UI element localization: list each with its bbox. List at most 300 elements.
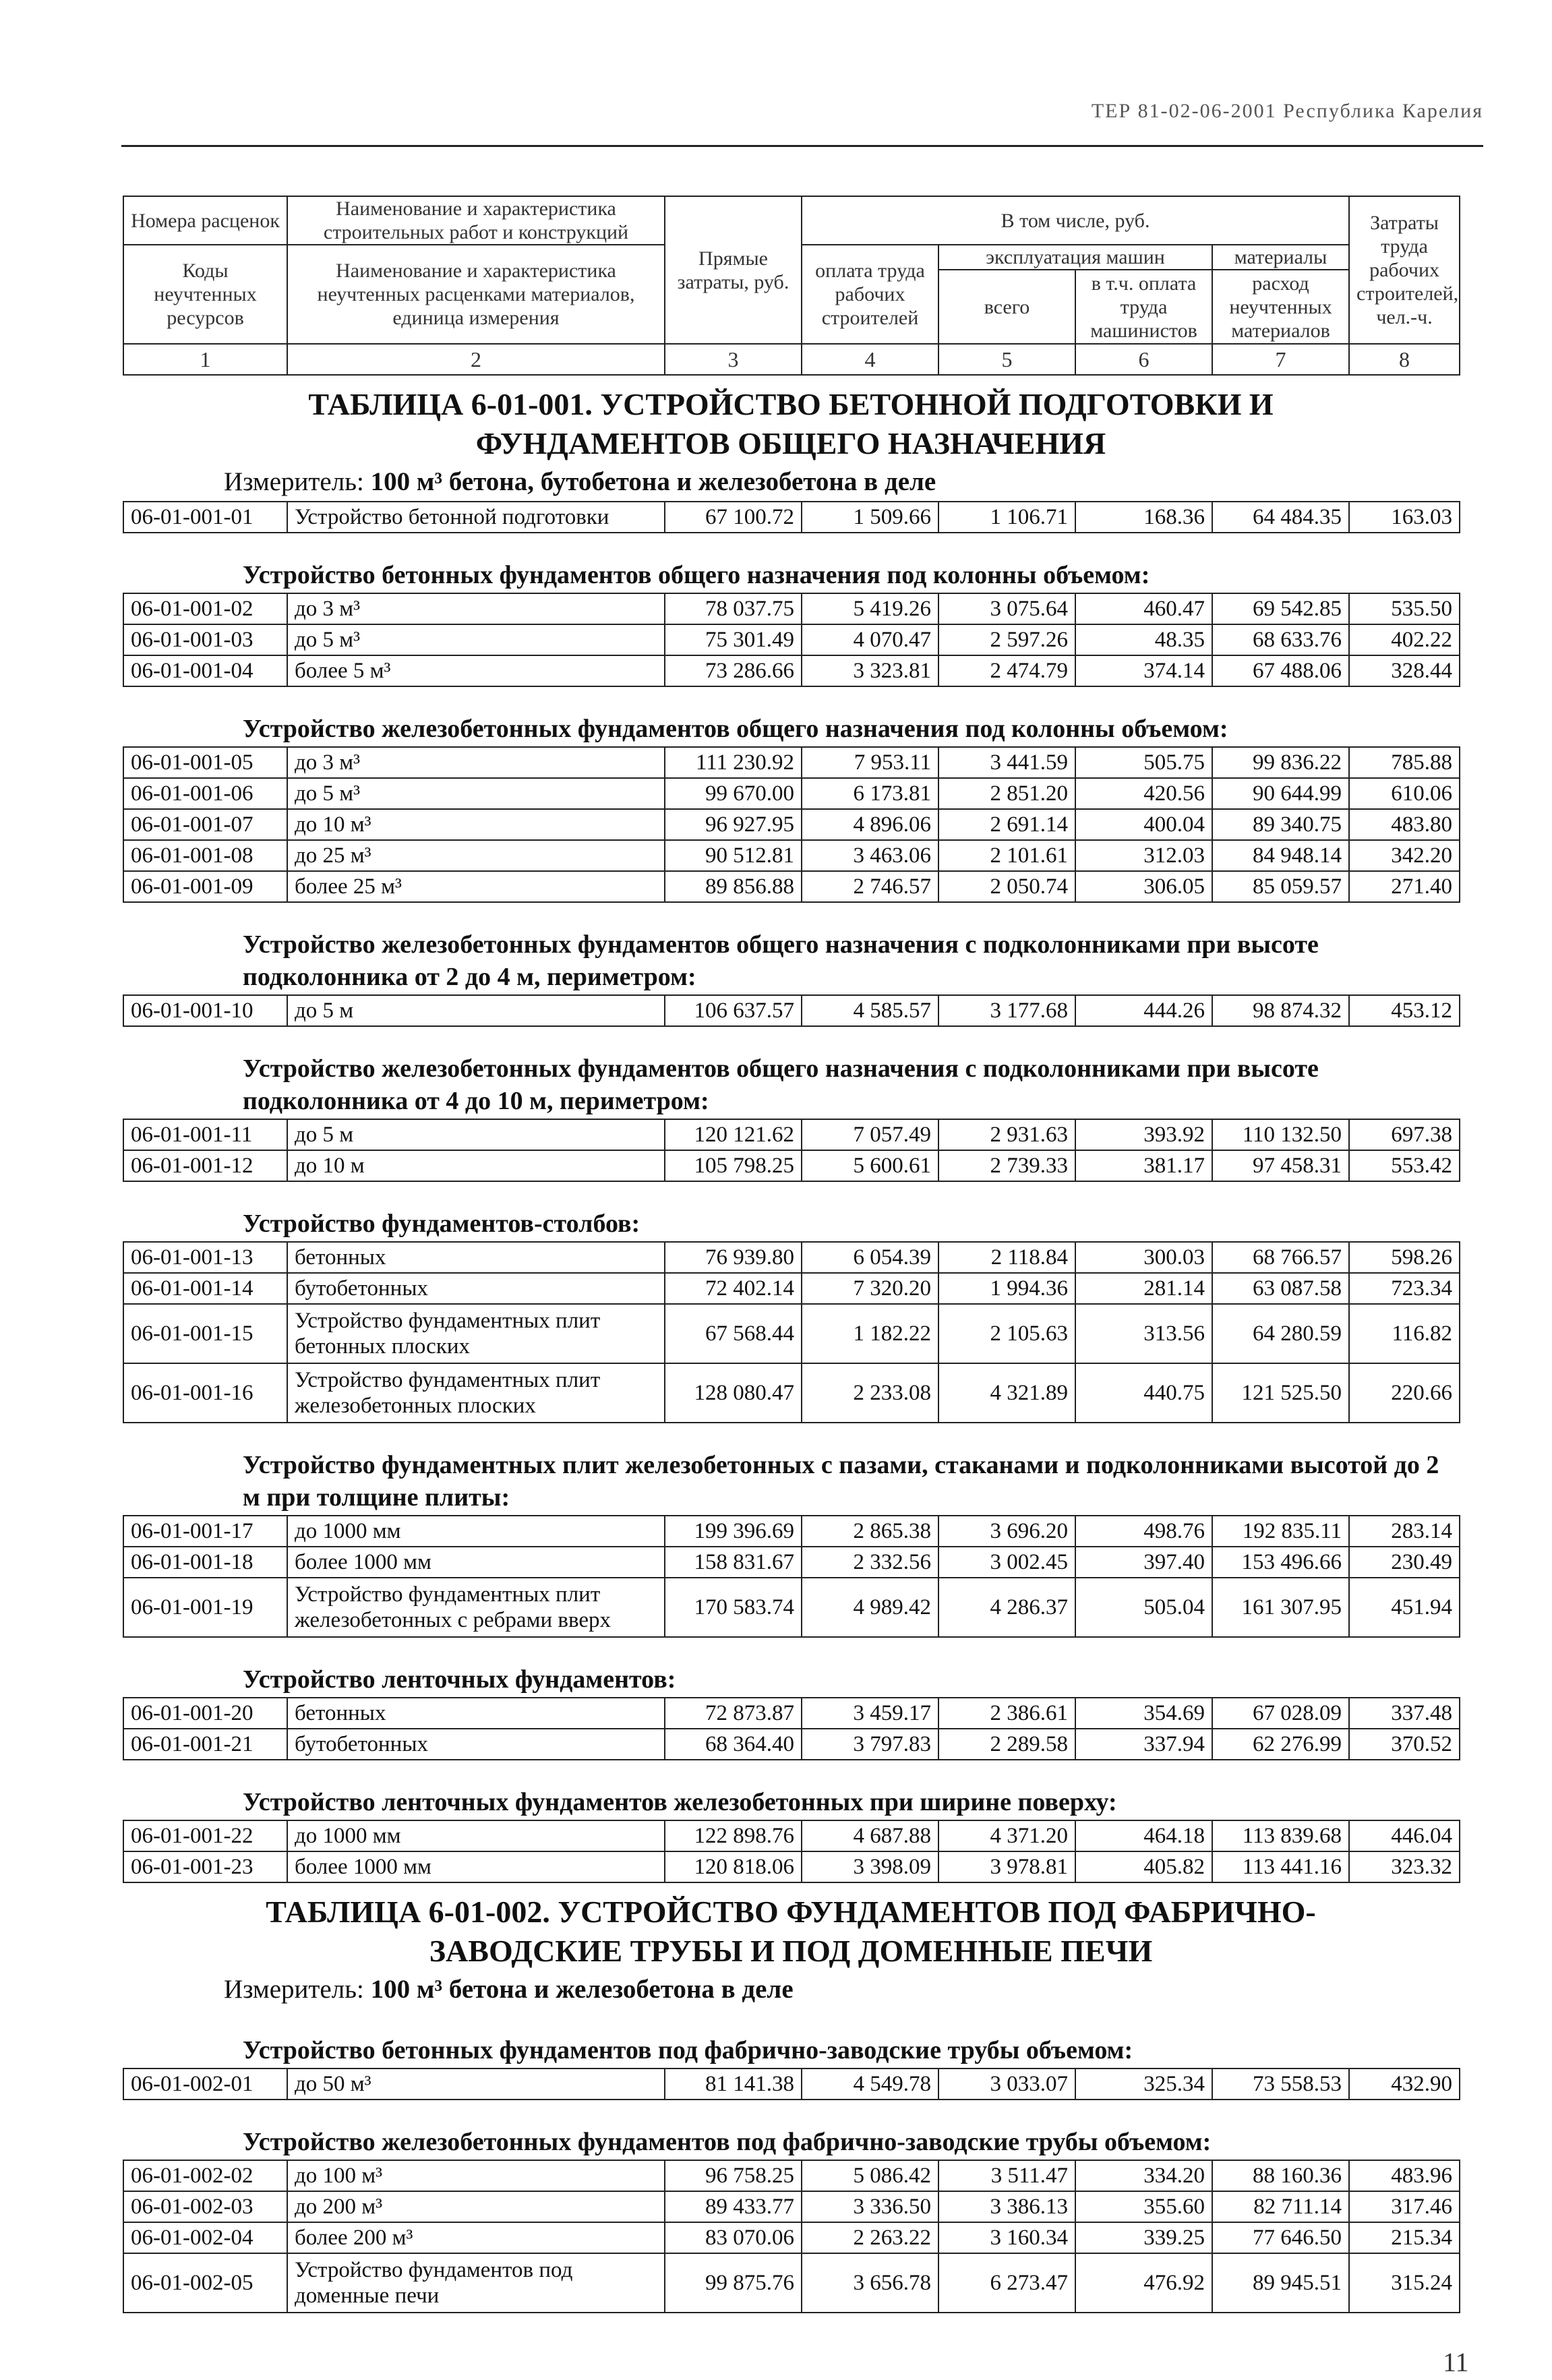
cost-cell-c6: 505.75 — [1075, 747, 1212, 778]
page-number: 11 — [1443, 2347, 1469, 2377]
cost-cell-c5: 1 106.71 — [938, 502, 1075, 533]
cost-cell-c8: 230.49 — [1349, 1547, 1460, 1578]
cost-cell-c7: 90 644.99 — [1212, 778, 1349, 809]
section-heading: Устройство железобетонных фундаментов общего назначения под колонны объемом: — [243, 715, 1228, 743]
cost-cell-c6: 339.25 — [1075, 2222, 1212, 2253]
cost-cell-c4: 3 398.09 — [802, 1851, 938, 1882]
cost-cell-c3: 96 927.95 — [665, 809, 802, 840]
cost-cell-c7: 153 496.66 — [1212, 1547, 1349, 1578]
rate-code: 06-01-001-22 — [123, 1820, 287, 1851]
table-row — [123, 1150, 1460, 1181]
header-worker-pay: оплата труда рабочих строителей — [802, 245, 938, 344]
work-description: до 3 м³ — [287, 593, 665, 624]
cost-cell-c8: 446.04 — [1349, 1820, 1460, 1851]
rate-code: 06-01-001-09 — [123, 871, 287, 902]
cost-cell-c7: 77 646.50 — [1212, 2222, 1349, 2253]
cost-cell-c8: 215.34 — [1349, 2222, 1460, 2253]
work-description: более 200 м³ — [287, 2222, 665, 2253]
header-materials-consumption: расход неучтенных материалов — [1212, 270, 1349, 344]
work-description: Устройство фундаментов под доменные печи — [287, 2253, 665, 2313]
rates-table — [123, 994, 1460, 1027]
cost-cell-c8: 432.90 — [1349, 2069, 1460, 2100]
cost-cell-c5: 2 851.20 — [938, 778, 1075, 809]
cost-cell-c4: 2 746.57 — [802, 871, 938, 902]
cost-cell-c5: 2 101.61 — [938, 840, 1075, 871]
table-row — [123, 655, 1460, 686]
unit-line — [123, 463, 1459, 501]
work-description: бетонных — [287, 1698, 665, 1729]
cost-cell-c3: 67 568.44 — [665, 1304, 802, 1363]
cost-cell-c4: 4 070.47 — [802, 624, 938, 655]
cost-cell-c7: 68 766.57 — [1212, 1242, 1349, 1273]
section-heading: Устройство железобетонных фундаментов общего назначения с подколонниками при высоте подколонника от 4 до 10 м, периметром: — [243, 1054, 1319, 1115]
cost-cell-c7: 97 458.31 — [1212, 1150, 1349, 1181]
cost-cell-c5: 1 994.36 — [938, 1273, 1075, 1304]
cost-cell-c4: 1 182.22 — [802, 1304, 938, 1363]
header-including: В том числе, руб. — [802, 196, 1349, 245]
work-description: более 1000 мм — [287, 1851, 665, 1882]
cost-cell-c5: 2 118.84 — [938, 1242, 1075, 1273]
rate-code: 06-01-001-12 — [123, 1150, 287, 1181]
cost-cell-c4: 7 057.49 — [802, 1119, 938, 1150]
cost-cell-c3: 120 121.62 — [665, 1119, 802, 1150]
rate-code: 06-01-002-01 — [123, 2069, 287, 2100]
cost-cell-c3: 75 301.49 — [665, 624, 802, 655]
cost-cell-c5: 2 691.14 — [938, 809, 1075, 840]
cost-cell-c5: 3 511.47 — [938, 2160, 1075, 2191]
cost-cell-c7: 110 132.50 — [1212, 1119, 1349, 1150]
cost-cell-c5: 2 289.58 — [938, 1729, 1075, 1760]
table-row — [123, 1578, 1460, 1637]
header-resource-codes: Коды неучтенных ресурсов — [123, 245, 287, 344]
column-header-table — [123, 196, 1460, 376]
cost-cell-c6: 325.34 — [1075, 2069, 1212, 2100]
rates-table — [123, 593, 1460, 687]
cost-cell-c8: 370.52 — [1349, 1729, 1460, 1760]
cost-cell-c4: 4 687.88 — [802, 1820, 938, 1851]
work-description: до 50 м³ — [287, 2069, 665, 2100]
cost-cell-c3: 72 873.87 — [665, 1698, 802, 1729]
table-row — [123, 624, 1460, 655]
cost-cell-c8: 723.34 — [1349, 1273, 1460, 1304]
cost-cell-c5: 3 160.34 — [938, 2222, 1075, 2253]
cost-cell-c7: 63 087.58 — [1212, 1273, 1349, 1304]
cost-cell-c4: 6 054.39 — [802, 1242, 938, 1273]
cost-cell-c6: 337.94 — [1075, 1729, 1212, 1760]
table-row — [123, 2222, 1460, 2253]
unit-label: Измеритель: — [224, 1975, 371, 2004]
cost-cell-c8: 553.42 — [1349, 1150, 1460, 1181]
cost-cell-c7: 64 484.35 — [1212, 502, 1349, 533]
cost-cell-c8: 283.14 — [1349, 1516, 1460, 1547]
cost-cell-c3: 89 433.77 — [665, 2191, 802, 2222]
cost-cell-c7: 121 525.50 — [1212, 1363, 1349, 1423]
cost-cell-c8: 535.50 — [1349, 593, 1460, 624]
work-description: до 1000 мм — [287, 1516, 665, 1547]
cost-cell-c6: 354.69 — [1075, 1698, 1212, 1729]
rate-code: 06-01-001-04 — [123, 655, 287, 686]
cost-cell-c6: 400.04 — [1075, 809, 1212, 840]
cost-cell-c4: 2 332.56 — [802, 1547, 938, 1578]
section-heading: Устройство железобетонных фундаментов под фабрично-заводские трубы объемом: — [243, 2128, 1212, 2156]
table-row — [123, 840, 1460, 871]
col-index: 5 — [938, 344, 1075, 375]
header-materials-name: Наименование и характеристика неучтенных расценками материалов, единица измерения — [287, 245, 665, 344]
rate-code: 06-01-001-15 — [123, 1304, 287, 1363]
cost-cell-c8: 328.44 — [1349, 655, 1460, 686]
cost-cell-c8: 451.94 — [1349, 1578, 1460, 1637]
cost-cell-c6: 505.04 — [1075, 1578, 1212, 1637]
cost-cell-c8: 271.40 — [1349, 871, 1460, 902]
cost-cell-c4: 4 896.06 — [802, 809, 938, 840]
cost-cell-c6: 374.14 — [1075, 655, 1212, 686]
table-row — [123, 1516, 1460, 1547]
rate-code: 06-01-002-02 — [123, 2160, 287, 2191]
cost-cell-c4: 7 953.11 — [802, 747, 938, 778]
header-labor-costs: Затраты труда рабочих строителей, чел.-ч. — [1349, 196, 1460, 344]
cost-cell-c7: 98 874.32 — [1212, 995, 1349, 1026]
table-row — [123, 1820, 1460, 1851]
cost-cell-c8: 220.66 — [1349, 1363, 1460, 1423]
col-index: 7 — [1212, 344, 1349, 375]
header-machines-total: всего — [938, 270, 1075, 344]
table-row — [123, 1242, 1460, 1273]
work-description: до 10 м³ — [287, 809, 665, 840]
rates-table — [123, 1515, 1460, 1638]
cost-cell-c7: 67 488.06 — [1212, 655, 1349, 686]
cost-cell-c6: 405.82 — [1075, 1851, 1212, 1882]
cost-cell-c6: 464.18 — [1075, 1820, 1212, 1851]
cost-cell-c3: 99 875.76 — [665, 2253, 802, 2313]
cost-cell-c6: 313.56 — [1075, 1304, 1212, 1363]
work-description: бетонных — [287, 1242, 665, 1273]
table-row — [123, 1119, 1460, 1150]
rate-code: 06-01-001-21 — [123, 1729, 287, 1760]
table-row — [123, 1363, 1460, 1423]
cost-cell-c8: 163.03 — [1349, 502, 1460, 533]
rate-code: 06-01-001-01 — [123, 502, 287, 533]
cost-cell-c6: 397.40 — [1075, 1547, 1212, 1578]
cost-cell-c7: 161 307.95 — [1212, 1578, 1349, 1637]
cost-cell-c3: 170 583.74 — [665, 1578, 802, 1637]
rate-code: 06-01-001-13 — [123, 1242, 287, 1273]
cost-cell-c8: 323.32 — [1349, 1851, 1460, 1882]
cost-cell-c4: 6 173.81 — [802, 778, 938, 809]
col-index: 8 — [1349, 344, 1460, 375]
cost-cell-c4: 2 263.22 — [802, 2222, 938, 2253]
work-description: бутобетонных — [287, 1729, 665, 1760]
cost-cell-c7: 89 340.75 — [1212, 809, 1349, 840]
cost-cell-c5: 2 931.63 — [938, 1119, 1075, 1150]
rate-code: 06-01-001-06 — [123, 778, 287, 809]
cost-cell-c5: 2 474.79 — [938, 655, 1075, 686]
cost-cell-c8: 483.80 — [1349, 809, 1460, 840]
work-description: до 25 м³ — [287, 840, 665, 871]
cost-cell-c3: 76 939.80 — [665, 1242, 802, 1273]
work-description: до 10 м — [287, 1150, 665, 1181]
cost-cell-c6: 48.35 — [1075, 624, 1212, 655]
rate-code: 06-01-002-03 — [123, 2191, 287, 2222]
cost-cell-c3: 128 080.47 — [665, 1363, 802, 1423]
cost-cell-c3: 120 818.06 — [665, 1851, 802, 1882]
work-description: Устройство фундаментных плит бетонных плоских — [287, 1304, 665, 1363]
work-description: до 5 м³ — [287, 778, 665, 809]
section-heading: Устройство фундаментных плит железобетонных с пазами, стаканами и подколонниками высотой до 2 м при толщине плиты: — [243, 1451, 1439, 1512]
cost-cell-c8: 697.38 — [1349, 1119, 1460, 1150]
cost-cell-c7: 113 441.16 — [1212, 1851, 1349, 1882]
cost-cell-c4: 3 463.06 — [802, 840, 938, 871]
cost-cell-c3: 96 758.25 — [665, 2160, 802, 2191]
work-description: более 1000 мм — [287, 1547, 665, 1578]
cost-cell-c3: 73 286.66 — [665, 655, 802, 686]
rate-code: 06-01-001-03 — [123, 624, 287, 655]
rate-code: 06-01-001-14 — [123, 1273, 287, 1304]
col-index: 4 — [802, 344, 938, 375]
cost-cell-c7: 89 945.51 — [1212, 2253, 1349, 2313]
cost-cell-c5: 2 386.61 — [938, 1698, 1075, 1729]
cost-cell-c4: 4 549.78 — [802, 2069, 938, 2100]
col-index: 1 — [123, 344, 287, 375]
cost-cell-c6: 393.92 — [1075, 1119, 1212, 1150]
work-description: Устройство фундаментных плит железобетонных плоских — [287, 1363, 665, 1423]
cost-cell-c7: 192 835.11 — [1212, 1516, 1349, 1547]
rates-table — [123, 1119, 1460, 1182]
cost-cell-c5: 3 177.68 — [938, 995, 1075, 1026]
cost-cell-c7: 84 948.14 — [1212, 840, 1349, 871]
table-row — [123, 1698, 1460, 1729]
cost-cell-c8: 483.96 — [1349, 2160, 1460, 2191]
rate-code: 06-01-001-05 — [123, 747, 287, 778]
table-row — [123, 871, 1460, 902]
cost-cell-c6: 420.56 — [1075, 778, 1212, 809]
cost-cell-c5: 3 696.20 — [938, 1516, 1075, 1547]
cost-cell-c4: 1 509.66 — [802, 502, 938, 533]
cost-cell-c4: 5 419.26 — [802, 593, 938, 624]
table-row — [123, 995, 1460, 1026]
cost-cell-c3: 72 402.14 — [665, 1273, 802, 1304]
rates-table — [123, 1820, 1460, 1883]
table-title: ТАБЛИЦА 6-01-001. УСТРОЙСТВО БЕТОННОЙ ПОДГОТОВКИ И ФУНДАМЕНТОВ ОБЩЕГО НАЗНАЧЕНИЯ — [308, 387, 1274, 460]
cost-cell-c3: 68 364.40 — [665, 1729, 802, 1760]
table-row — [123, 2160, 1460, 2191]
cost-cell-c7: 69 542.85 — [1212, 593, 1349, 624]
cost-cell-c5: 2 050.74 — [938, 871, 1075, 902]
work-description: до 5 м — [287, 995, 665, 1026]
cost-cell-c6: 300.03 — [1075, 1242, 1212, 1273]
cost-cell-c3: 81 141.38 — [665, 2069, 802, 2100]
cost-cell-c4: 3 797.83 — [802, 1729, 938, 1760]
cost-cell-c5: 4 321.89 — [938, 1363, 1075, 1423]
cost-cell-c6: 306.05 — [1075, 871, 1212, 902]
cost-cell-c6: 476.92 — [1075, 2253, 1212, 2313]
work-description: бутобетонных — [287, 1273, 665, 1304]
header-rate-numbers: Номера расценок — [123, 196, 287, 245]
work-description: до 5 м³ — [287, 624, 665, 655]
col-index: 6 — [1075, 344, 1212, 375]
cost-cell-c4: 3 336.50 — [802, 2191, 938, 2222]
cost-cell-c5: 3 002.45 — [938, 1547, 1075, 1578]
tables-container — [123, 376, 1459, 2313]
cost-cell-c8: 610.06 — [1349, 778, 1460, 809]
rate-code: 06-01-001-20 — [123, 1698, 287, 1729]
section-heading: Устройство ленточных фундаментов железобетонных при ширине поверху: — [243, 1788, 1117, 1816]
work-description: до 3 м³ — [287, 747, 665, 778]
rates-table — [123, 746, 1460, 903]
work-description: более 25 м³ — [287, 871, 665, 902]
unit-line — [123, 1971, 1459, 2009]
header-materials: материалы — [1212, 245, 1349, 270]
cost-cell-c4: 5 600.61 — [802, 1150, 938, 1181]
header-work-name: Наименование и характеристика строительных работ и конструкций — [287, 196, 665, 245]
cost-cell-c7: 113 839.68 — [1212, 1820, 1349, 1851]
cost-cell-c3: 99 670.00 — [665, 778, 802, 809]
rates-table — [123, 501, 1460, 533]
work-description: Устройство фундаментных плит железобетонных с ребрами вверх — [287, 1578, 665, 1637]
work-description: до 5 м — [287, 1119, 665, 1150]
cost-cell-c3: 105 798.25 — [665, 1150, 802, 1181]
cost-cell-c5: 4 286.37 — [938, 1578, 1075, 1637]
document-content — [123, 196, 1459, 2313]
cost-cell-c6: 381.17 — [1075, 1150, 1212, 1181]
col-index: 3 — [665, 344, 802, 375]
table-title: ТАБЛИЦА 6-01-002. УСТРОЙСТВО ФУНДАМЕНТОВ ПОД ФАБРИЧНО-ЗАВОДСКИЕ ТРУБЫ И ПОД ДОМЕННЫЕ ПЕЧИ — [266, 1895, 1316, 1968]
work-description: до 1000 мм — [287, 1820, 665, 1851]
cost-cell-c8: 402.22 — [1349, 624, 1460, 655]
section-heading: Устройство ленточных фундаментов: — [243, 1665, 676, 1694]
cost-cell-c3: 158 831.67 — [665, 1547, 802, 1578]
cost-cell-c6: 334.20 — [1075, 2160, 1212, 2191]
cost-cell-c8: 317.46 — [1349, 2191, 1460, 2222]
table-row — [123, 1304, 1460, 1363]
table-row — [123, 1851, 1460, 1882]
table-row — [123, 1273, 1460, 1304]
rate-code: 06-01-001-23 — [123, 1851, 287, 1882]
cost-cell-c4: 5 086.42 — [802, 2160, 938, 2191]
cost-cell-c8: 453.12 — [1349, 995, 1460, 1026]
section-heading: Устройство фундаментов-столбов: — [243, 1210, 640, 1238]
cost-cell-c8: 116.82 — [1349, 1304, 1460, 1363]
table-row — [123, 2191, 1460, 2222]
cost-cell-c5: 6 273.47 — [938, 2253, 1075, 2313]
table-row — [123, 1729, 1460, 1760]
cost-cell-c7: 88 160.36 — [1212, 2160, 1349, 2191]
cost-cell-c5: 2 739.33 — [938, 1150, 1075, 1181]
section-heading: Устройство железобетонных фундаментов общего назначения с подколонниками при высоте подколонника от 2 до 4 м, периметром: — [243, 930, 1319, 991]
rate-code: 06-01-002-05 — [123, 2253, 287, 2313]
cost-cell-c5: 3 075.64 — [938, 593, 1075, 624]
header-direct-costs: Прямые затраты, руб. — [665, 196, 802, 344]
unit-label: Измеритель: — [224, 467, 371, 496]
cost-cell-c4: 4 989.42 — [802, 1578, 938, 1637]
cost-cell-c5: 2 597.26 — [938, 624, 1075, 655]
cost-cell-c5: 3 441.59 — [938, 747, 1075, 778]
header-machines: эксплуатация машин — [938, 245, 1212, 270]
rate-code: 06-01-001-10 — [123, 995, 287, 1026]
work-description: Устройство бетонной подготовки — [287, 502, 665, 533]
header-machinist-pay: в т.ч. оплата труда машинистов — [1075, 270, 1212, 344]
cost-cell-c5: 4 371.20 — [938, 1820, 1075, 1851]
rates-table — [123, 2160, 1460, 2313]
rates-table — [123, 1697, 1460, 1760]
cost-cell-c3: 89 856.88 — [665, 871, 802, 902]
table-row — [123, 502, 1460, 533]
rate-code: 06-01-001-08 — [123, 840, 287, 871]
rate-code: 06-01-001-18 — [123, 1547, 287, 1578]
cost-cell-c4: 7 320.20 — [802, 1273, 938, 1304]
cost-cell-c8: 342.20 — [1349, 840, 1460, 871]
unit-value: 100 м³ бетона, бутобетона и железобетона в деле — [370, 467, 936, 496]
cost-cell-c3: 78 037.75 — [665, 593, 802, 624]
cost-cell-c3: 90 512.81 — [665, 840, 802, 871]
cost-cell-c7: 73 558.53 — [1212, 2069, 1349, 2100]
rates-table — [123, 2068, 1460, 2100]
table-row — [123, 2069, 1460, 2100]
cost-cell-c8: 315.24 — [1349, 2253, 1460, 2313]
cost-cell-c3: 106 637.57 — [665, 995, 802, 1026]
cost-cell-c5: 3 033.07 — [938, 2069, 1075, 2100]
header-rule — [121, 145, 1483, 147]
cost-cell-c6: 460.47 — [1075, 593, 1212, 624]
cost-cell-c7: 85 059.57 — [1212, 871, 1349, 902]
table-row — [123, 778, 1460, 809]
work-description: более 5 м³ — [287, 655, 665, 686]
cost-cell-c6: 281.14 — [1075, 1273, 1212, 1304]
cost-cell-c6: 498.76 — [1075, 1516, 1212, 1547]
cost-cell-c6: 312.03 — [1075, 840, 1212, 871]
cost-cell-c7: 99 836.22 — [1212, 747, 1349, 778]
cost-cell-c3: 122 898.76 — [665, 1820, 802, 1851]
work-description: до 100 м³ — [287, 2160, 665, 2191]
cost-cell-c7: 64 280.59 — [1212, 1304, 1349, 1363]
table-row — [123, 809, 1460, 840]
cost-cell-c6: 444.26 — [1075, 995, 1212, 1026]
rates-table — [123, 1241, 1460, 1423]
rate-code: 06-01-001-02 — [123, 593, 287, 624]
cost-cell-c8: 337.48 — [1349, 1698, 1460, 1729]
cost-cell-c6: 355.60 — [1075, 2191, 1212, 2222]
cost-cell-c4: 3 656.78 — [802, 2253, 938, 2313]
cost-cell-c6: 440.75 — [1075, 1363, 1212, 1423]
section-heading: Устройство бетонных фундаментов общего назначения под колонны объемом: — [243, 561, 1150, 589]
rate-code: 06-01-001-11 — [123, 1119, 287, 1150]
cost-cell-c4: 2 233.08 — [802, 1363, 938, 1423]
rate-code: 06-01-001-19 — [123, 1578, 287, 1637]
cost-cell-c4: 2 865.38 — [802, 1516, 938, 1547]
cost-cell-c3: 111 230.92 — [665, 747, 802, 778]
cost-cell-c5: 3 386.13 — [938, 2191, 1075, 2222]
cost-cell-c7: 62 276.99 — [1212, 1729, 1349, 1760]
col-index: 2 — [287, 344, 665, 375]
cost-cell-c7: 68 633.76 — [1212, 624, 1349, 655]
rate-code: 06-01-001-16 — [123, 1363, 287, 1423]
section-heading: Устройство бетонных фундаментов под фабрично-заводские трубы объемом: — [243, 2036, 1133, 2064]
cost-cell-c4: 3 323.81 — [802, 655, 938, 686]
cost-cell-c5: 3 978.81 — [938, 1851, 1075, 1882]
rate-code: 06-01-001-07 — [123, 809, 287, 840]
cost-cell-c3: 83 070.06 — [665, 2222, 802, 2253]
work-description: до 200 м³ — [287, 2191, 665, 2222]
cost-cell-c6: 168.36 — [1075, 502, 1212, 533]
cost-cell-c7: 67 028.09 — [1212, 1698, 1349, 1729]
cost-cell-c8: 785.88 — [1349, 747, 1460, 778]
table-row — [123, 747, 1460, 778]
unit-value: 100 м³ бетона и железобетона в деле — [370, 1975, 794, 2004]
cost-cell-c3: 67 100.72 — [665, 502, 802, 533]
cost-cell-c7: 82 711.14 — [1212, 2191, 1349, 2222]
running-header: ТЕР 81-02-06-2001 Республика Карелия — [1091, 100, 1483, 122]
table-row — [123, 1547, 1460, 1578]
table-row — [123, 593, 1460, 624]
